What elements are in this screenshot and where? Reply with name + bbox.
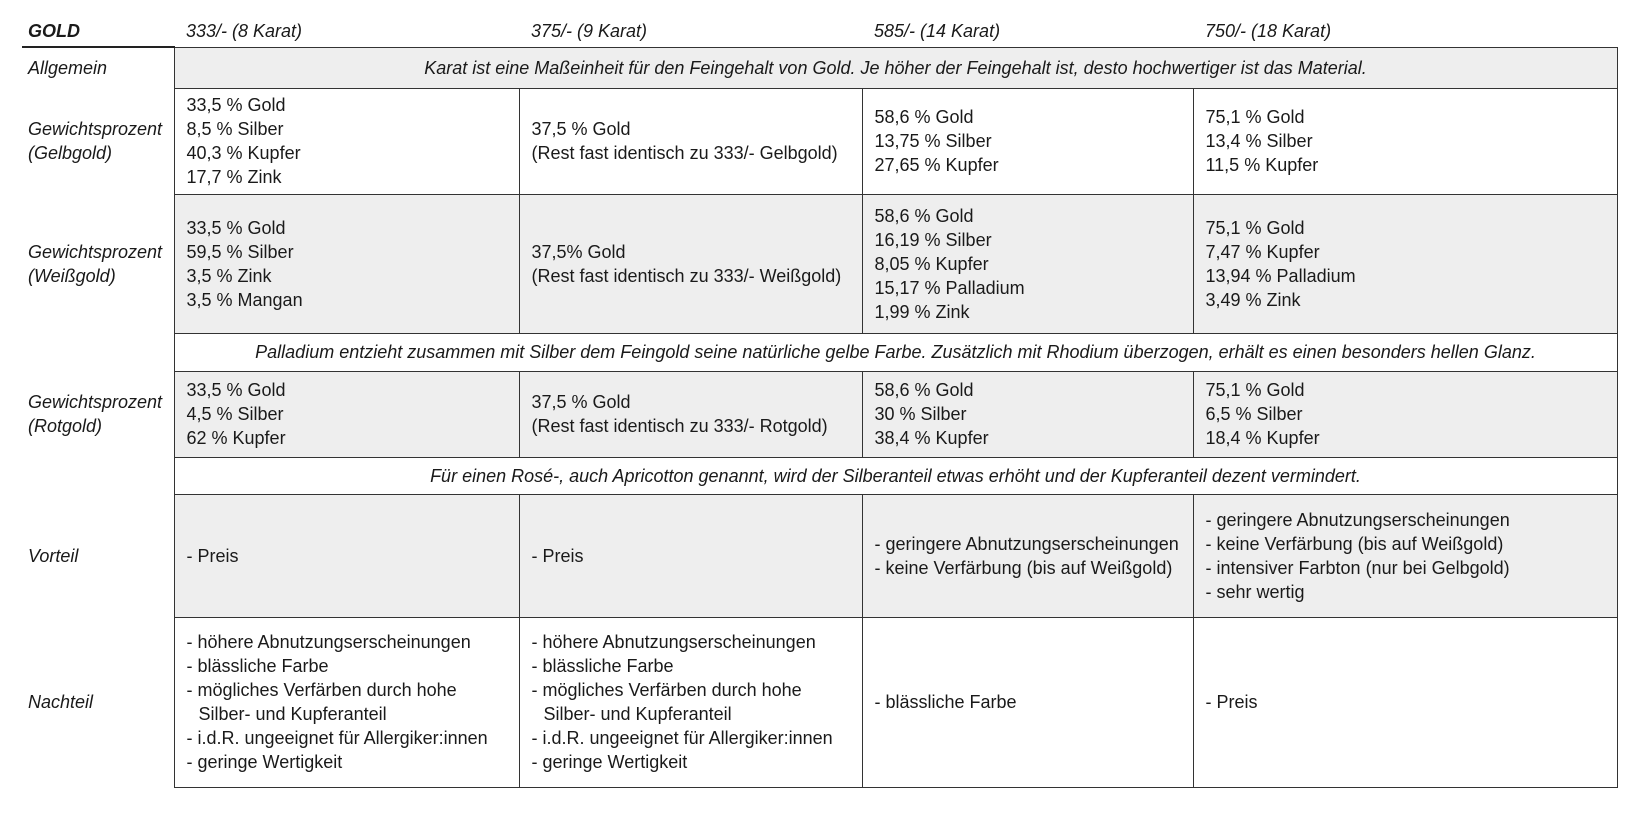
weissgold-note: Palladium entzieht zusammen mit Silber dem Feingold seine natürliche gelbe Farbe. Zusätzlich mit Rhodium überzogen, erhält es einen besonders hellen Glanz. <box>174 333 1617 371</box>
header-375: 375/- (9 Karat) <box>531 21 648 42</box>
list-item: - i.d.R. ungeeignet für Allergiker:innen <box>186 728 488 748</box>
row-allgemein <box>22 47 1617 88</box>
vorteil-333 <box>174 494 519 617</box>
list-item: - höhere Abnutzungserscheinungen <box>186 632 471 652</box>
list-item: - keine Verfärbung (bis auf Weißgold) <box>1205 533 1504 554</box>
header-585: 585/- (14 Karat) <box>874 21 1001 42</box>
gelbgold-375: 37,5 % Gold (Rest fast identisch zu 333/- Gelbgold) <box>519 88 862 194</box>
list-item: - mögliches Verfärben durch hohe Silber- und Kupferanteil <box>186 680 457 724</box>
list-item: - Preis <box>1205 692 1258 712</box>
row-label-nachteil: Nachteil <box>28 692 94 712</box>
rotgold-333: 33,5 % Gold 4,5 % Silber 62 % Kupfer <box>174 371 519 457</box>
row-weissgold <box>22 194 1617 333</box>
list-item: - geringere Abnutzungserscheinungen <box>874 533 1179 554</box>
nachteil-333 <box>174 617 519 787</box>
weissgold-750: 75,1 % Gold 7,47 % Kupfer 13,94 % Palladium 3,49 % Zink <box>1193 194 1617 333</box>
list-item: - geringe Wertigkeit <box>186 752 343 772</box>
row-label-allgemein: Allgemein <box>28 58 108 78</box>
list-item: - blässliche Farbe <box>874 692 1017 712</box>
row-label-rotgold: Gewichtsprozent (Rotgold) <box>28 392 163 436</box>
gelbgold-333: 33,5 % Gold 8,5 % Silber 40,3 % Kupfer 17,7 % Zink <box>174 88 519 194</box>
rotgold-585: 58,6 % Gold 30 % Silber 38,4 % Kupfer <box>862 371 1193 457</box>
header-row <box>22 16 1617 47</box>
header-333: 333/- (8 Karat) <box>186 21 303 42</box>
list-item: - Preis <box>531 545 584 566</box>
row-weissgold-note <box>22 333 1617 371</box>
row-label-gelbgold: Gewichtsprozent (Gelbgold) <box>28 119 163 163</box>
row-vorteil <box>22 494 1617 617</box>
header-750: 750/- (18 Karat) <box>1205 21 1332 42</box>
row-rotgold-note <box>22 457 1617 494</box>
row-gelbgold <box>22 88 1617 194</box>
nachteil-750 <box>1193 617 1617 787</box>
list-item: - intensiver Farbton (nur bei Gelbgold) <box>1205 557 1510 578</box>
list-item: - blässliche Farbe <box>186 656 329 676</box>
row-nachteil <box>22 617 1617 787</box>
gelbgold-750: 75,1 % Gold 13,4 % Silber 11,5 % Kupfer <box>1193 88 1617 194</box>
list-item: - mögliches Verfärben durch hohe Silber- und Kupferanteil <box>531 680 802 724</box>
row-label-vorteil: Vorteil <box>28 545 79 566</box>
nachteil-585 <box>862 617 1193 787</box>
rotgold-note: Für einen Rosé-, auch Apricotton genannt, wird der Silberanteil etwas erhöht und der Kupferanteil dezent vermindert. <box>174 457 1617 494</box>
list-item: - sehr wertig <box>1205 581 1305 602</box>
vorteil-750 <box>1193 494 1617 617</box>
list-item: - geringe Wertigkeit <box>531 752 688 772</box>
rotgold-375: 37,5 % Gold (Rest fast identisch zu 333/- Rotgold) <box>519 371 862 457</box>
allgemein-text: Karat ist eine Maßeinheit für den Feingehalt von Gold. Je höher der Feingehalt ist, desto hochwertiger ist das Material. <box>174 47 1617 88</box>
list-item: - blässliche Farbe <box>531 656 674 676</box>
nachteil-375 <box>519 617 862 787</box>
gelbgold-585: 58,6 % Gold 13,75 % Silber 27,65 % Kupfer <box>862 88 1193 194</box>
list-item: - geringere Abnutzungserscheinungen <box>1205 509 1510 530</box>
gold-comparison-table <box>22 16 1618 788</box>
corner-label: GOLD <box>22 16 174 47</box>
vorteil-585 <box>862 494 1193 617</box>
list-item: - Preis <box>186 545 239 566</box>
list-item: - keine Verfärbung (bis auf Weißgold) <box>874 557 1173 578</box>
weissgold-585: 58,6 % Gold 16,19 % Silber 8,05 % Kupfer 15,17 % Palladium 1,99 % Zink <box>862 194 1193 333</box>
row-label-weissgold: Gewichtsprozent (Weißgold) <box>28 241 163 286</box>
row-rotgold <box>22 371 1617 457</box>
rotgold-750: 75,1 % Gold 6,5 % Silber 18,4 % Kupfer <box>1193 371 1617 457</box>
weissgold-333: 33,5 % Gold 59,5 % Silber 3,5 % Zink 3,5 % Mangan <box>174 194 519 333</box>
vorteil-375 <box>519 494 862 617</box>
weissgold-375: 37,5% Gold (Rest fast identisch zu 333/- Weißgold) <box>519 194 862 333</box>
list-item: - i.d.R. ungeeignet für Allergiker:innen <box>531 728 833 748</box>
list-item: - höhere Abnutzungserscheinungen <box>531 632 816 652</box>
